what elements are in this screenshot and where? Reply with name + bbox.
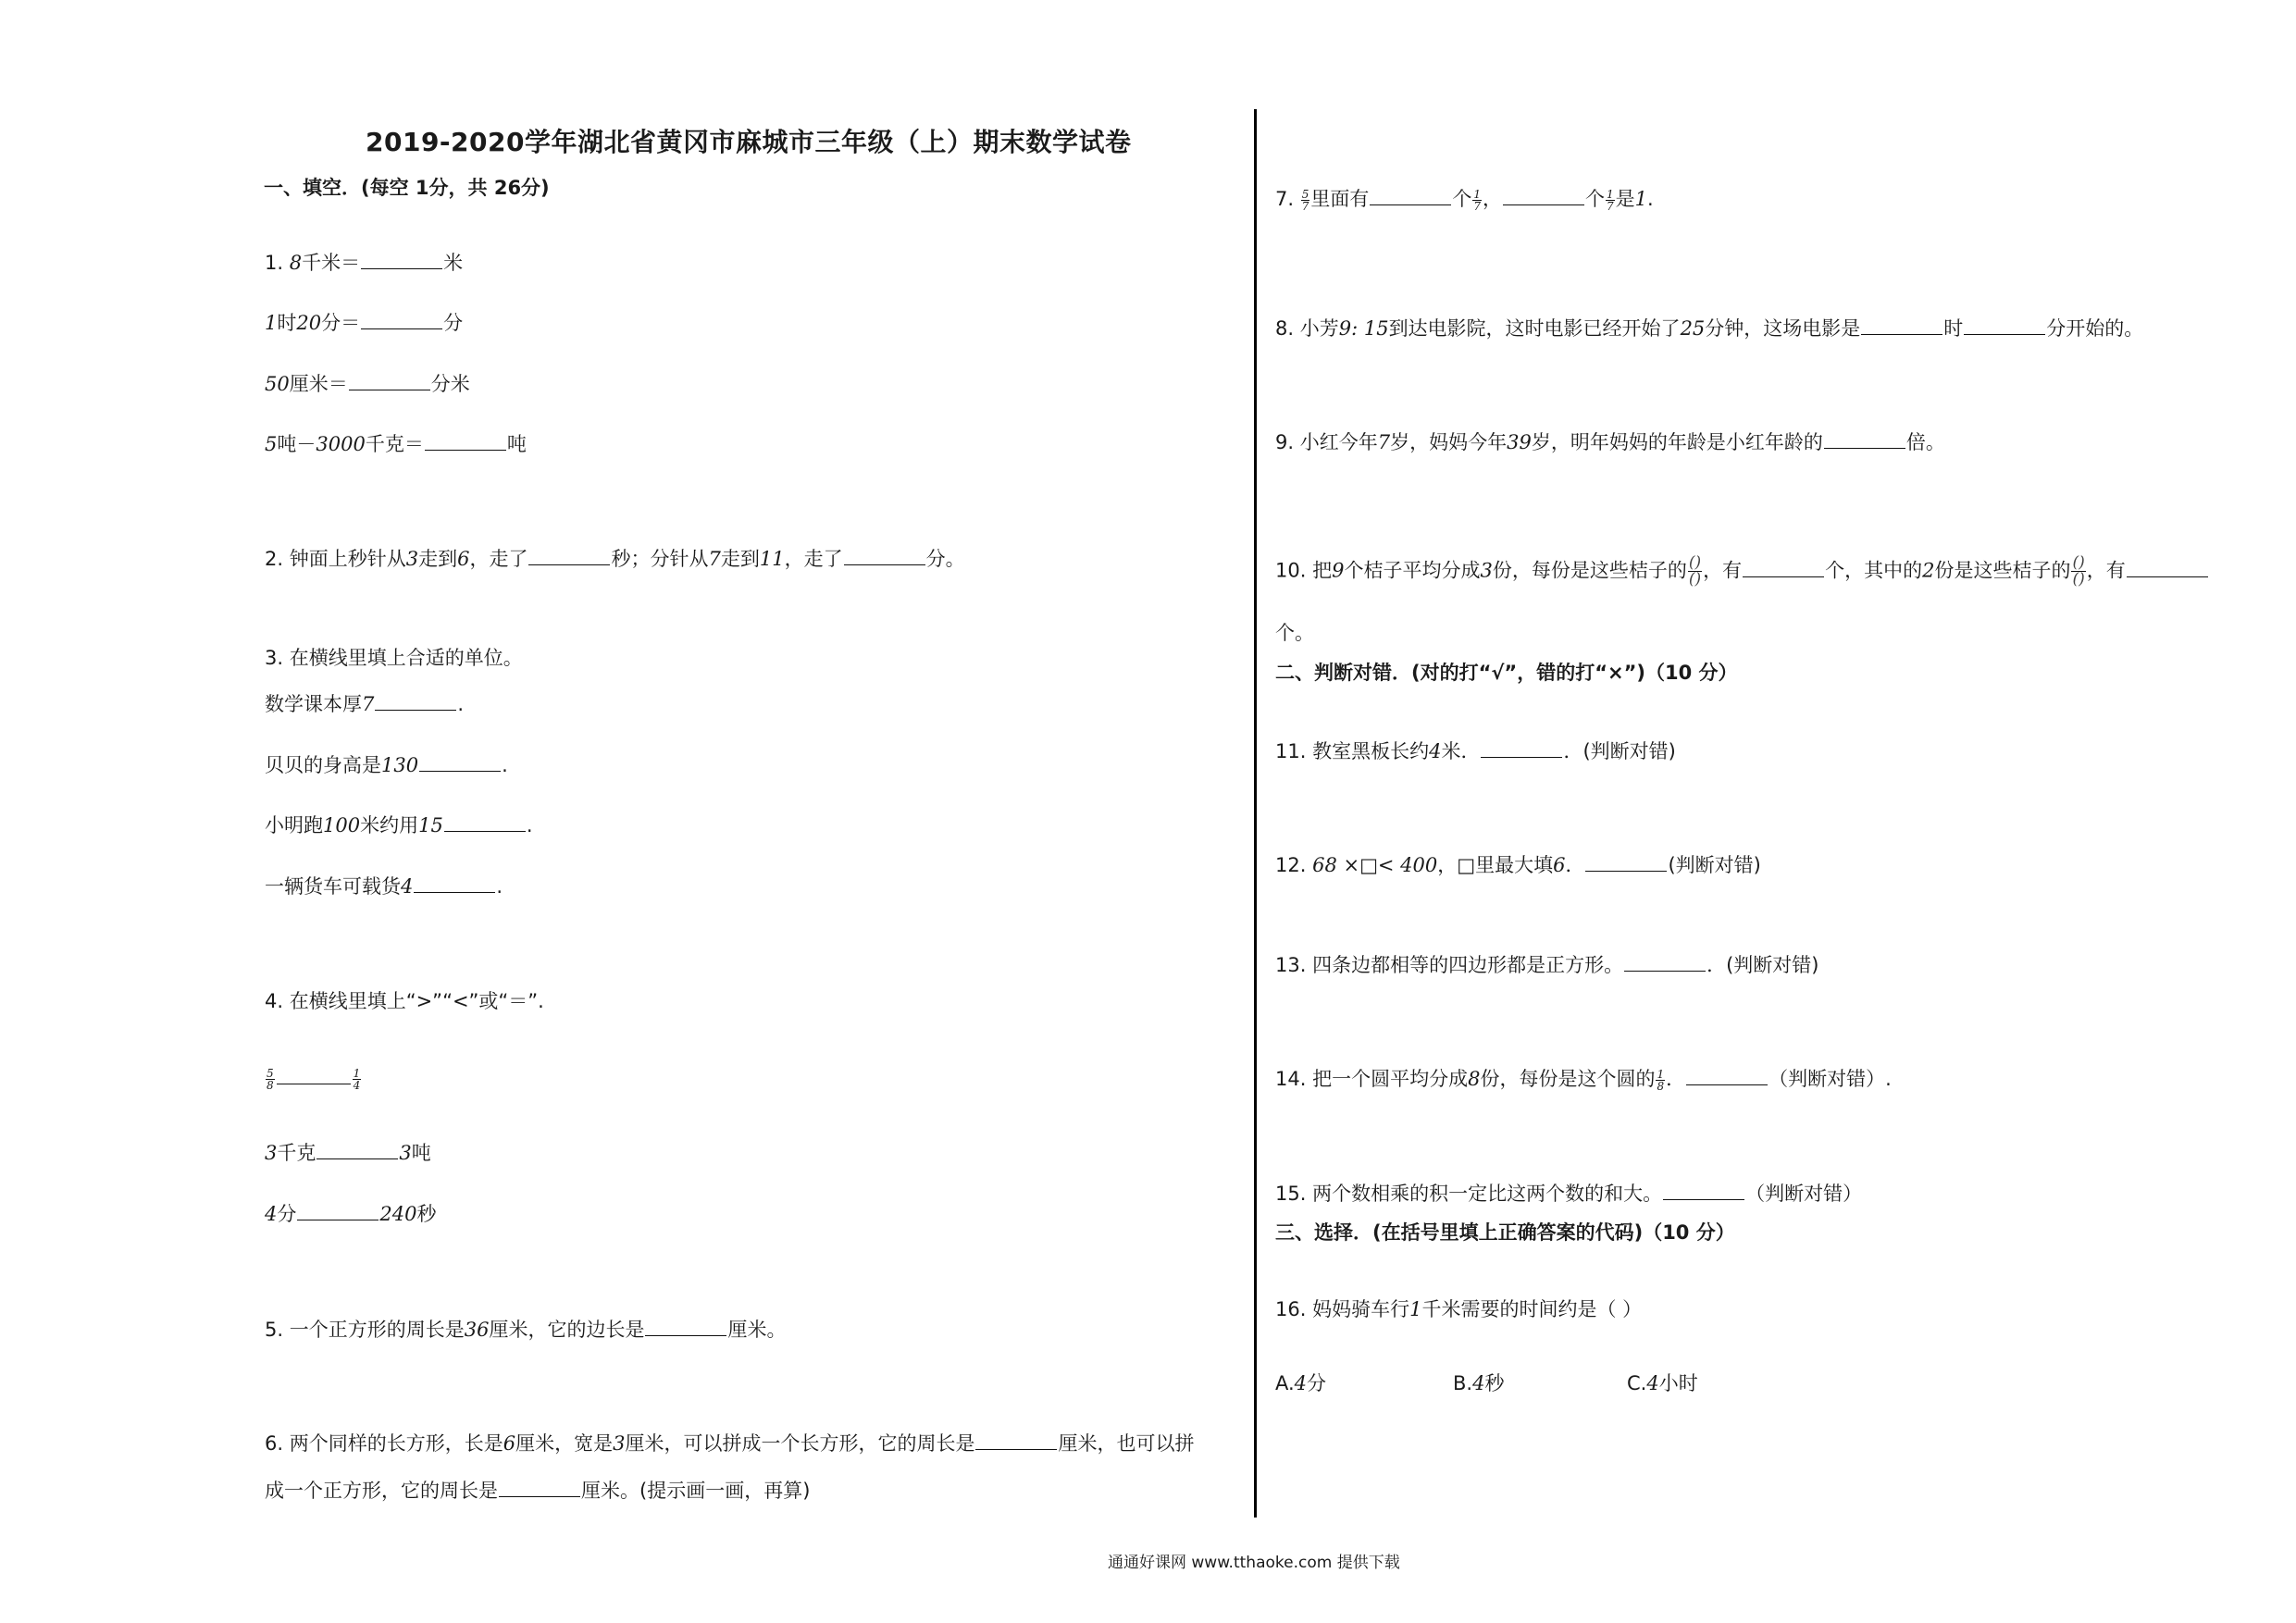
text-segment: ． [1565,854,1585,876]
text-segment: 米． [1441,740,1481,762]
answer-blank[interactable] [361,310,442,329]
text-segment: 7 [1607,199,1614,213]
question-2 [265,545,965,573]
question-15 [1275,1180,1862,1208]
text-segment: 厘米，也可以拼 [1058,1432,1195,1455]
text-segment: 份，每份是这些桔子的 [1492,559,1687,582]
question-3d [265,873,503,900]
text-segment: . [496,875,503,898]
q1a-value: 8 [289,252,303,274]
q1c-after: 分米 [430,373,470,395]
text-segment: 9. 小红今年 [1275,431,1378,453]
text-segment: 米约用 [360,814,419,836]
answer-blank[interactable] [975,1431,1057,1450]
text-segment: 6 [1553,854,1566,876]
fraction [2071,555,2085,588]
question-6-line1 [265,1430,1194,1457]
fraction [353,1068,362,1091]
question-16-options [1275,1369,1831,1397]
text-segment: 4 [353,1078,361,1092]
footer-credit: 通通好课网 www.tthaoke.com 提供下载 [1108,1554,1400,1572]
question-3b [265,751,508,779]
text-segment: A. [1275,1372,1295,1394]
text-segment: 16. 妈妈骑车行 [1275,1298,1410,1320]
text-segment: 5 [267,1066,274,1080]
question-1d [265,430,527,458]
answer-blank[interactable] [844,546,925,565]
answer-blank[interactable] [316,1140,398,1159]
text-segment: 秒；分针从 [611,548,709,570]
text-segment: (判断对错) [1668,854,1761,876]
text-segment: 秒 [416,1203,437,1225]
page-title: 2019-2020学年湖北省黄冈市麻城市三年级（上）期末数学试卷 [366,127,1132,157]
text-segment: 3 [399,1142,412,1164]
text-segment: 1 [1657,1067,1665,1081]
answer-blank[interactable] [1663,1181,1744,1200]
q1d-value2: 3000 [316,433,366,455]
text-segment: 千米需要的时间约是（ ） [1421,1298,1643,1320]
question-1b [265,309,463,337]
text-segment: () [1688,570,1702,588]
text-segment: 6 [457,548,470,570]
text-segment: ，有 [2086,559,2126,582]
text-segment: 15. 两个数相乘的积一定比这两个数的和大。 [1275,1183,1663,1205]
answer-blank[interactable] [349,371,430,390]
question-3a [265,690,464,718]
q1b-mid: 时 [277,312,297,334]
q1d-unit: 千克＝ [365,433,424,455]
fraction [1472,189,1482,212]
text-segment: 数学课本厚 [265,693,362,715]
answer-blank[interactable] [419,752,501,772]
text-segment: 厘米，可以拼成一个长方形，它的周长是 [625,1432,975,1455]
text-segment: ，走了 [469,548,528,570]
answer-blank[interactable] [414,873,495,893]
text-segment: C. [1627,1372,1647,1394]
text-segment: 8 [267,1078,274,1092]
answer-blank[interactable] [528,546,610,565]
fraction [1656,1069,1665,1092]
text-segment: 小时 [1658,1372,1698,1394]
answer-blank[interactable] [1686,1066,1768,1085]
text-segment: 4 [401,875,414,898]
text-segment: 7. [1275,188,1300,210]
text-segment: () [1688,553,1702,572]
question-9 [1275,428,1945,456]
answer-blank[interactable] [425,431,506,451]
text-segment: 里面有 [1310,188,1370,210]
answer-blank[interactable] [1861,316,1942,335]
text-segment: 6. 两个同样的长方形，长是 [265,1432,503,1455]
answer-blank[interactable] [645,1317,726,1336]
q1d-value1: 5 [265,433,278,455]
text-segment: 岁，妈妈今年 [1390,431,1508,453]
text-segment: 1 [1607,187,1614,201]
question-4c [265,1200,436,1228]
question-16 [1275,1295,1642,1323]
text-segment: . [502,754,508,776]
fraction [1606,189,1615,212]
text-segment: 7 [1473,199,1481,213]
text-segment: 3 [1480,559,1493,582]
text-segment: 6 [503,1432,516,1455]
text-segment: 9 [1332,559,1345,582]
question-13 [1275,951,1818,979]
q1d-after: 吨 [506,433,527,455]
text-segment: . [1647,188,1654,210]
text-segment: 8. 小芳 [1275,317,1339,340]
text-segment: 厘米，它的边长是 [489,1319,645,1341]
text-segment: 份，每份是这个圆的 [1480,1068,1656,1090]
text-segment: 5 [1301,187,1309,201]
text-segment: ，□里最大填 [1437,854,1554,876]
section-2-heading: 二、判断对错．(对的打“√”，错的打“×”)（10 分） [1275,662,1738,684]
text-segment: . [526,814,533,836]
question-8 [1275,315,2143,342]
question-10-line2: 个。 [1275,622,1314,644]
q1b-unit: 分＝ [321,312,361,334]
text-segment: 130 [381,754,419,776]
column-divider [1254,109,1257,1518]
text-segment: 3 [405,548,419,570]
text-segment: 14. 把一个圆平均分成 [1275,1068,1469,1090]
text-segment: 份是这些桔子的 [1934,559,2071,582]
answer-blank[interactable] [277,1065,351,1084]
text-segment: () [2072,553,2085,572]
answer-blank[interactable] [1585,852,1667,872]
text-segment: 39 [1507,431,1532,453]
text-segment: 3 [613,1432,626,1455]
text-segment: 1 [1409,1298,1422,1320]
text-segment: 贝贝的身高是 [265,754,381,776]
section-1-heading: 一、填空．(每空 1分，共 26分) [264,177,550,199]
text-segment: 分。 [925,548,965,570]
answer-blank[interactable] [499,1478,580,1497]
text-segment: 4 [1294,1372,1308,1394]
text-segment: 8 [1657,1079,1665,1093]
text-segment: 岁，明年妈妈的年龄是小红年龄的 [1531,431,1823,453]
q1b-value1: 1 [265,312,278,334]
question-4-stem: 4. 在横线里填上“>”“<”或“＝”. [265,990,544,1012]
text-segment: 11. 教室黑板长约 [1275,740,1430,762]
q1c-unit: 厘米＝ [289,373,348,395]
text-segment: 4 [1472,1372,1485,1394]
text-segment: 7 [1301,199,1309,213]
answer-blank[interactable] [375,691,456,711]
text-segment: 7 [708,548,721,570]
text-segment: 1 [1473,187,1481,201]
text-segment: 秒 [1484,1372,1505,1394]
answer-blank[interactable] [1743,558,1824,577]
fraction [266,1068,275,1091]
text-segment: 走到 [720,548,760,570]
text-segment: 个 [1452,188,1472,210]
text-segment: 2. 钟面上秒针从 [265,548,406,570]
text-segment: ， [1483,188,1502,210]
text-segment: 8 [1468,1068,1481,1090]
question-7 [1275,185,1654,213]
answer-blank[interactable] [1370,186,1451,205]
text-segment: 7 [1377,431,1391,453]
question-4b [265,1139,431,1167]
question-14 [1275,1065,1892,1093]
text-segment: ． [1666,1068,1686,1090]
text-segment: ．(判断对错) [1563,740,1676,762]
text-segment: 个桔子平均分成 [1344,559,1481,582]
text-segment: 4 [265,1203,278,1225]
text-segment: 厘米。(提示画一画，再算) [581,1480,811,1502]
text-segment: （判断对错） [1745,1183,1863,1205]
text-segment: 1 [353,1066,361,1080]
text-segment: 一辆货车可载货 [265,875,401,898]
text-segment: 13. 四条边都相等的四边形都是正方形。 [1275,954,1624,976]
text-segment: 个，其中的 [1825,559,1923,582]
question-11 [1275,737,1676,765]
text-segment: 分 [1307,1372,1327,1394]
text-segment: 吨 [411,1142,431,1164]
answer-blank[interactable] [1503,186,1584,205]
text-segment: 分开始的。 [2046,317,2144,340]
text-segment: 时 [1943,317,1964,340]
question-4a [265,1064,362,1092]
text-segment: 4 [1646,1372,1659,1394]
text-segment: 9: 15 [1338,317,1389,340]
text-segment: 1 [1634,188,1648,210]
text-segment: 成一个正方形，它的周长是 [265,1480,498,1502]
text-segment: . [457,693,465,715]
question-3c [265,812,533,839]
text-segment: 100 [323,814,361,836]
q1a-after: 米 [443,252,464,274]
question-5 [265,1316,786,1344]
text-segment: （判断对错）. [1769,1068,1892,1090]
answer-blank[interactable] [361,250,442,269]
section-3-heading: 三、选择．(在括号里填上正确答案的代码)（10 分） [1275,1221,1735,1244]
text-segment: 240 [379,1203,417,1225]
q1b-after: 分 [443,312,464,334]
text-segment: 2 [1922,559,1935,582]
text-segment: 厘米，宽是 [515,1432,614,1455]
answer-blank[interactable] [444,812,526,832]
text-segment: 12. [1275,854,1313,876]
q1b-value2: 20 [296,312,322,334]
text-segment: 36 [464,1319,490,1341]
text-segment: 3 [265,1142,278,1164]
question-12 [1275,851,1761,879]
text-segment: 5. 一个正方形的周长是 [265,1319,465,1341]
q1a-unit: 千米＝ [302,252,361,274]
text-segment: 个 [1585,188,1605,210]
text-segment: 厘米。 [727,1319,787,1341]
text-segment: 10. 把 [1275,559,1333,582]
option-a[interactable] [1275,1369,1326,1397]
fraction [1301,189,1310,212]
text-segment: 到达电影院，这时电影已经开始了 [1388,317,1681,340]
text-segment: 7 [362,693,375,715]
text-segment: ，走了 [784,548,843,570]
text-segment: 走到 [418,548,458,570]
answer-blank[interactable] [1481,738,1562,758]
text-segment: B. [1453,1372,1473,1394]
text-segment: 4 [1429,740,1442,762]
text-segment: ．(判断对错) [1706,954,1819,976]
text-segment: ，有 [1703,559,1743,582]
text-segment: 小明跑 [265,814,323,836]
text-segment: () [2072,570,2085,588]
answer-blank[interactable] [2127,558,2208,577]
text-segment: 68 ×□< 400 [1312,854,1438,876]
text-segment: 15 [418,814,443,836]
question-3-stem: 3. 在横线里填上合适的单位。 [265,647,523,669]
option-c[interactable] [1627,1369,1698,1397]
option-b[interactable] [1453,1369,1504,1397]
text-segment: 分钟，这场电影是 [1705,317,1861,340]
q1c-value: 50 [265,373,290,395]
text-segment: 千克 [277,1142,316,1164]
text-segment: 分 [277,1203,297,1225]
answer-blank[interactable] [1964,316,2045,335]
fraction [1688,555,1702,588]
text-segment: 倍。 [1905,431,1945,453]
answer-blank[interactable] [1624,952,1706,972]
question-6-line2 [265,1477,810,1505]
text-segment: 25 [1680,317,1706,340]
question-1a [265,249,463,277]
text-segment: 11 [759,548,785,570]
answer-blank[interactable] [297,1201,379,1220]
question-10-line1 [1275,555,2209,588]
question-1c [265,370,470,398]
answer-blank[interactable] [1824,429,1905,449]
q1-number: 1. [265,252,290,274]
q1d-mid: 吨－ [277,433,316,455]
text-segment: 是 [1615,188,1635,210]
